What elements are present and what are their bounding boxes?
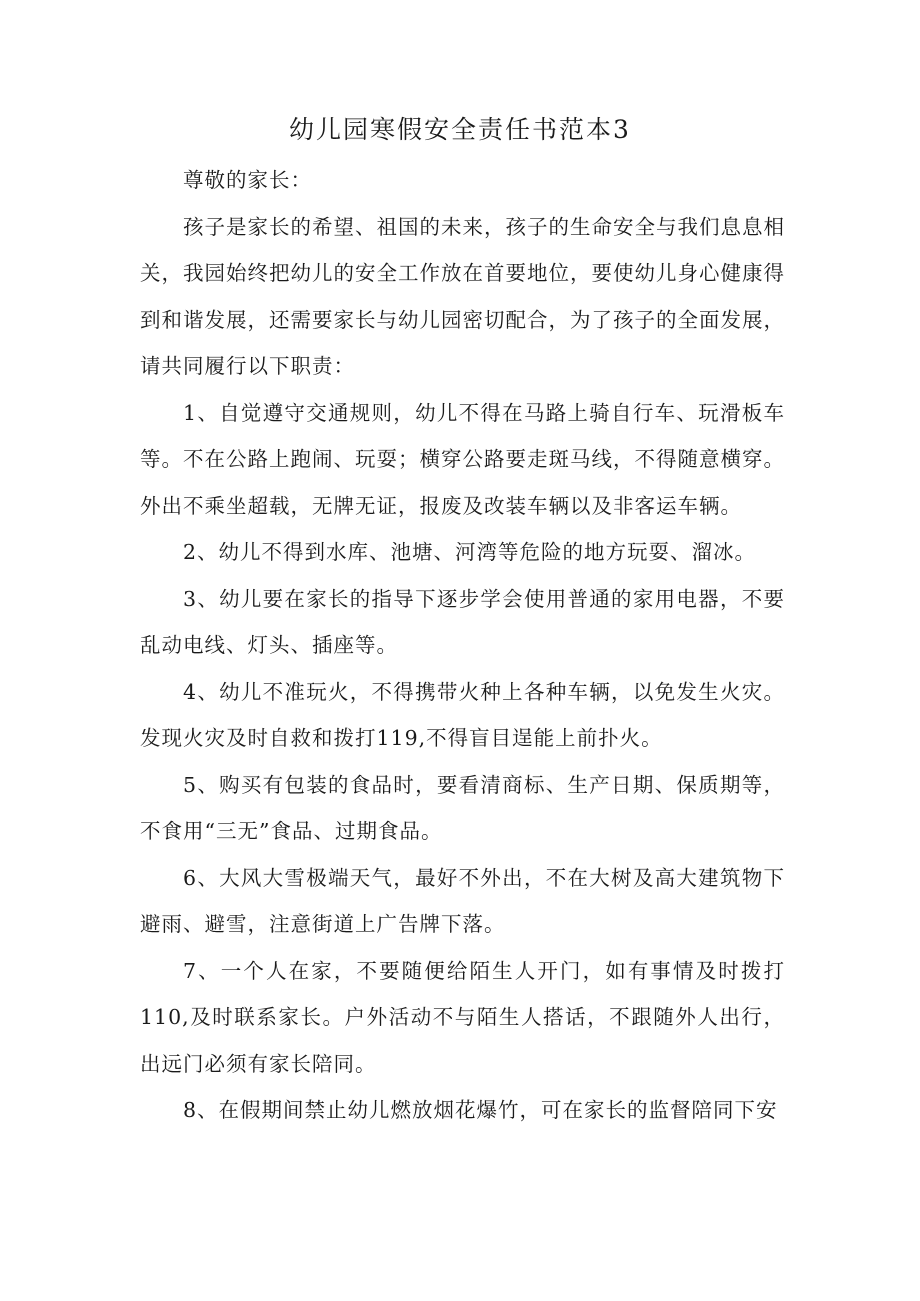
paragraph-item-7: 7、一个人在家，不要随便给陌生人开门，如有事情及时拨打110,及时联系家长。户外活动不与陌生人搭话，不跟随外人出行，出远门必须有家长陪同。 xyxy=(140,958,785,1076)
paragraph-item-3: 3、幼儿要在家长的指导下逐步学会使用普通的家用电器，不要乱动电线、灯头、插座等。 xyxy=(140,586,785,657)
paragraph-item-4: 4、幼儿不准玩火，不得携带火种上各种车辆，以免发生火灾。发现火灾及时自救和拨打119,不得盲目逞能上前扑火。 xyxy=(140,679,785,750)
paragraph-item-8: 8、在假期间禁止幼儿燃放烟花爆竹，可在家长的监督陪同下安 xyxy=(183,1098,778,1122)
salutation: 尊敬的家长： xyxy=(183,168,312,192)
document-title: 幼儿园寒假安全责任书范本3 xyxy=(289,115,631,144)
paragraph-item-5: 5、购买有包装的食品时，要看清商标、生产日期、保质期等，不食用“三无”食品、过期食品。 xyxy=(140,772,785,843)
paragraph-intro: 孩子是家长的希望、祖国的未来，孩子的生命安全与我们息息相关，我园始终把幼儿的安全工作放在首要地位，要使幼儿身心健康得到和谐发展，还需要家长与幼儿园密切配合，为了孩子的全面发展，请共同履行以下职责： xyxy=(140,214,785,378)
paragraph-item-2: 2、幼儿不得到水库、池塘、河湾等危险的地方玩耍、溜冰。 xyxy=(183,540,757,564)
document-body xyxy=(140,157,785,1134)
paragraph-item-6: 6、大风大雪极端天气，最好不外出，不在大树及高大建筑物下避雨、避雪，注意街道上广告牌下落。 xyxy=(140,865,785,936)
paragraph-item-1: 1、自觉遵守交通规则，幼儿不得在马路上骑自行车、玩滑板车等。不在公路上跑闹、玩耍；横穿公路要走斑马线，不得随意横穿。外出不乘坐超载，无牌无证，报废及改装车辆以及非客运车辆。 xyxy=(140,400,785,518)
